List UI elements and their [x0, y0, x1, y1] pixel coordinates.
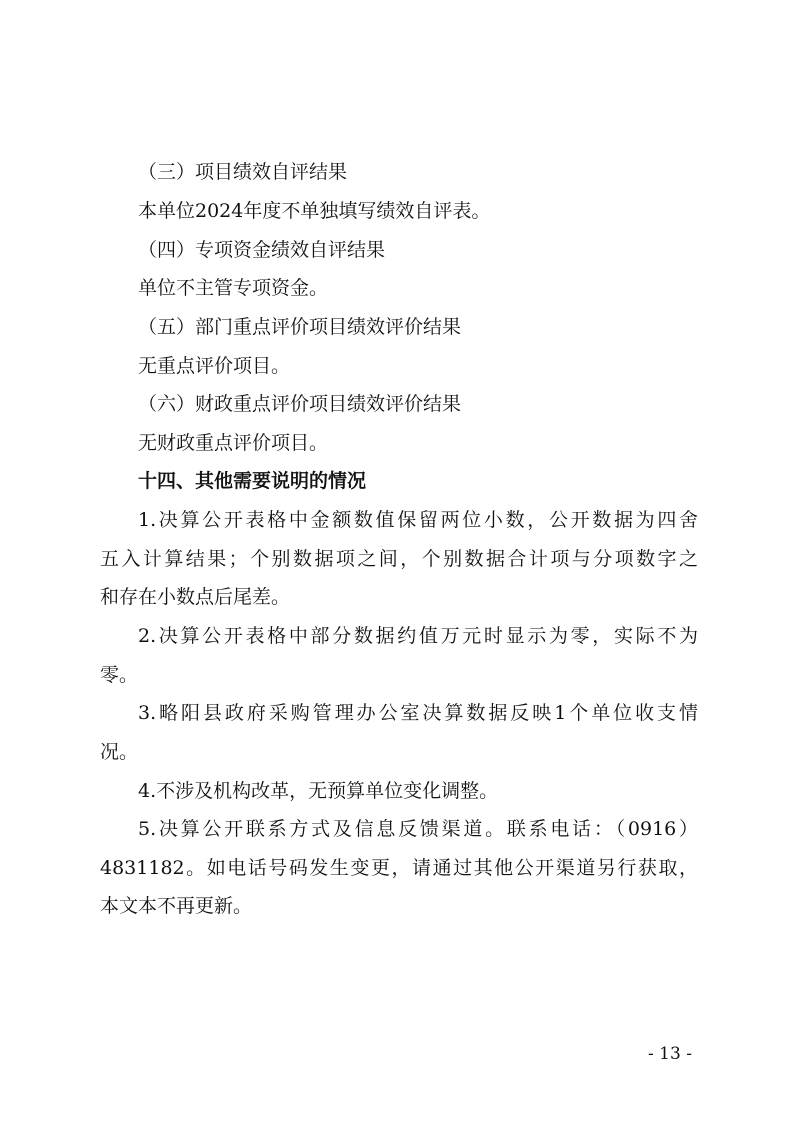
- subheading-special-funds: （四）专项资金绩效自评结果: [138, 239, 386, 261]
- subheading-finance-evaluation: （六）财政重点评价项目绩效评价结果: [138, 393, 462, 415]
- note-5-line-1: 5.决算公开联系方式及信息反馈渠道。联系电话：（0916）: [138, 818, 698, 840]
- section-heading-other-notes: 十四、其他需要说明的情况: [138, 470, 367, 492]
- paragraph-finance-evaluation: 无财政重点评价项目。: [138, 432, 329, 454]
- note-5-line-3: 本文本不再更新。: [100, 895, 253, 917]
- paragraph-special-funds: 单位不主管专项资金。: [138, 277, 329, 299]
- note-1-line-1: 1.决算公开表格中金额数值保留两位小数，公开数据为四舍: [138, 509, 698, 531]
- note-1-line-2: 五入计算结果；个别数据项之间，个别数据合计项与分项数字之: [100, 548, 698, 570]
- note-3-line-1: 3.略阳县政府采购管理办公室决算数据反映1个单位收支情: [138, 702, 698, 724]
- note-4: 4.不涉及机构改革，无预算单位变化调整。: [138, 780, 499, 802]
- note-2-line-2: 零。: [100, 664, 139, 686]
- paragraph-department-evaluation: 无重点评价项目。: [138, 355, 291, 377]
- subheading-department-evaluation: （五）部门重点评价项目绩效评价结果: [138, 316, 462, 338]
- subheading-project-performance: （三）项目绩效自评结果: [138, 161, 348, 183]
- page-number: - 13 -: [648, 1044, 692, 1064]
- note-1-line-3: 和存在小数点后尾差。: [100, 586, 291, 608]
- note-5-line-2: 4831182。如电话号码发生变更，请通过其他公开渠道另行获取，: [100, 857, 698, 879]
- note-3-line-2: 况。: [100, 741, 139, 763]
- paragraph-project-performance: 本单位2024年度不单独填写绩效自评表。: [138, 200, 491, 222]
- note-2-line-1: 2.决算公开表格中部分数据约值万元时显示为零，实际不为: [138, 625, 698, 647]
